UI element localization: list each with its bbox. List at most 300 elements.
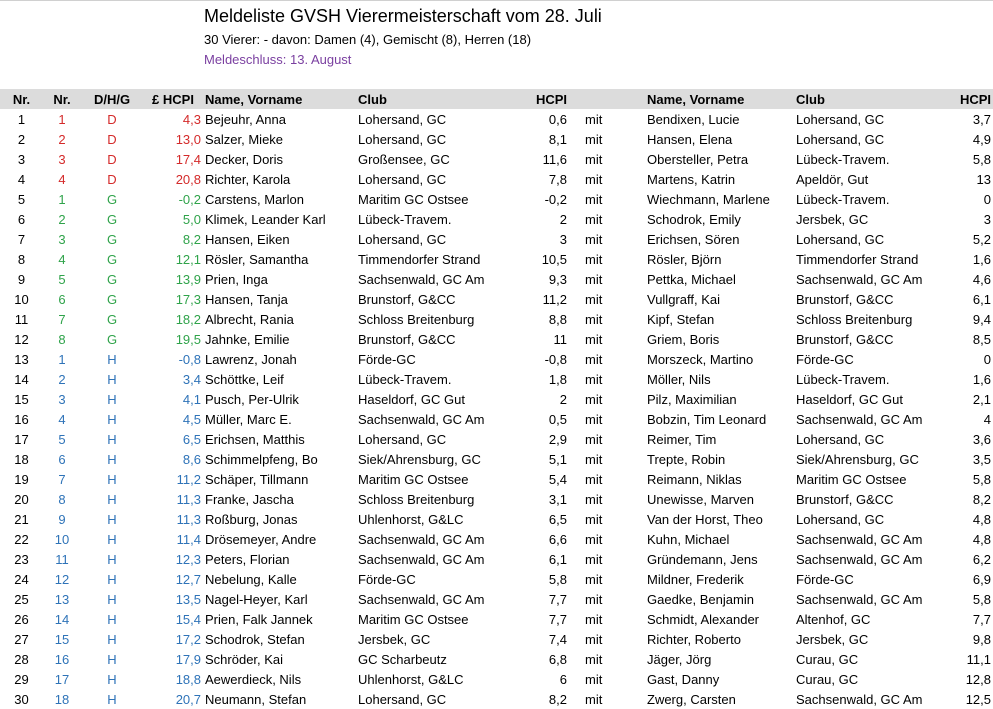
- cell-nr: 23: [14, 551, 29, 567]
- cell-hcpi-1: 7,7: [548, 611, 567, 627]
- cell-hcpi-1: 7,7: [548, 591, 567, 607]
- cell-nr: 14: [14, 371, 29, 387]
- cell-avg-hcpi: 4,1: [182, 391, 201, 407]
- cell-hcpi-1: 10,5: [541, 251, 567, 267]
- cell-name-2: Pilz, Maximilian: [647, 391, 737, 407]
- cell-category: G: [106, 291, 118, 307]
- table-row: [0, 549, 993, 569]
- cell-hcpi-1: 6,1: [548, 551, 567, 567]
- cell-avg-hcpi: 20,7: [175, 691, 201, 707]
- cell-avg-hcpi: 19,5: [175, 331, 201, 347]
- cell-club-1: Sachsenwald, GC Am: [358, 531, 485, 547]
- cell-hcpi-1: 11,2: [542, 291, 567, 307]
- cell-hcpi-2: 9,4: [972, 311, 991, 327]
- cell-club-1: Lübeck-Travem.: [358, 371, 452, 387]
- cell-club-1: Maritim GC Ostsee: [358, 611, 469, 627]
- cell-name-2: Pettka, Michael: [647, 271, 736, 287]
- cell-nr: 25: [14, 591, 29, 607]
- cell-club-2: Lübeck-Travem.: [796, 371, 890, 387]
- cell-hcpi-2: 13: [976, 171, 991, 187]
- cell-club-1: Lohersand, GC: [358, 691, 447, 707]
- cell-category-nr: 3: [58, 231, 66, 247]
- table-row: [0, 149, 993, 169]
- cell-category: H: [107, 551, 117, 567]
- cell-name-1: Richter, Karola: [205, 171, 291, 187]
- col-header-hcpi-2: HCPI: [959, 91, 991, 107]
- cell-club-2: Lohersand, GC: [796, 111, 885, 127]
- cell-category-nr: 8: [58, 491, 66, 507]
- cell-name-1: Decker, Doris: [205, 151, 284, 167]
- cell-nr: 1: [17, 111, 26, 127]
- cell-name-2: Jäger, Jörg: [647, 651, 712, 667]
- cell-hcpi-2: 8,5: [972, 331, 991, 347]
- table-row: [0, 229, 993, 249]
- cell-nr: 10: [14, 291, 29, 307]
- cell-category: H: [107, 611, 117, 627]
- cell-with: mit: [585, 111, 603, 127]
- cell-nr: 24: [14, 571, 29, 587]
- cell-club-1: Förde-GC: [358, 571, 416, 587]
- col-header-name-1: Name, Vorname: [205, 91, 303, 107]
- cell-name-1: Franke, Jascha: [205, 491, 294, 507]
- cell-with: mit: [585, 271, 603, 287]
- cell-with: mit: [585, 251, 603, 267]
- cell-avg-hcpi: 8,6: [182, 451, 201, 467]
- cell-club-2: Lübeck-Travem.: [796, 191, 890, 207]
- cell-club-2: Lohersand, GC: [796, 511, 885, 527]
- cell-club-1: Schloss Breitenburg: [358, 311, 475, 327]
- cell-with: mit: [585, 351, 603, 367]
- cell-nr: 29: [14, 671, 29, 687]
- cell-club-2: Curau, GC: [796, 671, 859, 687]
- cell-category: G: [106, 211, 118, 227]
- table-row: [0, 529, 993, 549]
- table-row: [0, 689, 993, 709]
- cell-club-2: Timmendorfer Strand: [796, 251, 919, 267]
- cell-club-2: Lübeck-Travem.: [796, 151, 890, 167]
- cell-hcpi-1: 0,5: [548, 411, 567, 427]
- cell-category: G: [106, 191, 118, 207]
- cell-hcpi-2: 12,8: [965, 671, 991, 687]
- cell-name-1: Nebelung, Kalle: [205, 571, 297, 587]
- cell-club-1: Uhlenhorst, G&LC: [358, 511, 464, 527]
- cell-with: mit: [585, 611, 603, 627]
- cell-hcpi-1: 2: [559, 211, 567, 227]
- cell-club-2: Sachsenwald, GC Am: [796, 531, 923, 547]
- cell-category: H: [107, 411, 117, 427]
- cell-club-2: Schloss Breitenburg: [796, 311, 913, 327]
- cell-name-1: Pusch, Per-Ulrik: [205, 391, 299, 407]
- cell-name-1: Nagel-Heyer, Karl: [205, 591, 308, 607]
- col-header-club-2: Club: [796, 91, 825, 107]
- page-title: Meldeliste GVSH Vierermeisterschaft vom 28. Juli: [204, 6, 602, 26]
- cell-with: mit: [585, 591, 603, 607]
- cell-club-1: Schloss Breitenburg: [358, 491, 475, 507]
- cell-category: G: [106, 231, 118, 247]
- cell-category: G: [106, 251, 118, 267]
- cell-hcpi-2: 4: [983, 411, 991, 427]
- cell-club-1: Maritim GC Ostsee: [358, 191, 469, 207]
- cell-name-2: Bobzin, Tim Leonard: [647, 411, 767, 427]
- cell-name-1: Schröder, Kai: [205, 651, 284, 667]
- cell-avg-hcpi: 17,3: [175, 291, 201, 307]
- cell-hcpi-1: 11: [553, 331, 567, 347]
- cell-category: H: [107, 651, 117, 667]
- cell-category-nr: 6: [58, 451, 66, 467]
- cell-nr: 6: [17, 211, 26, 227]
- cell-name-1: Lawrenz, Jonah: [205, 351, 297, 367]
- cell-name-1: Klimek, Leander Karl: [205, 211, 326, 227]
- cell-category-nr: 15: [54, 631, 70, 647]
- cell-avg-hcpi: -0,8: [178, 351, 201, 367]
- cell-name-2: Gaedke, Benjamin: [647, 591, 754, 607]
- table-row: [0, 649, 993, 669]
- table-row: [0, 589, 993, 609]
- cell-hcpi-2: 4,8: [972, 531, 991, 547]
- cell-nr: 4: [17, 171, 26, 187]
- cell-hcpi-2: 0: [983, 191, 991, 207]
- cell-club-2: Jersbek, GC: [796, 211, 869, 227]
- cell-with: mit: [585, 571, 603, 587]
- cell-with: mit: [585, 191, 603, 207]
- cell-nr: 5: [17, 191, 26, 207]
- cell-nr: 11: [14, 311, 29, 327]
- cell-hcpi-1: 5,8: [548, 571, 567, 587]
- cell-category: H: [107, 571, 117, 587]
- cell-name-1: Müller, Marc E.: [205, 411, 292, 427]
- cell-nr: 8: [17, 251, 26, 267]
- cell-nr: 26: [14, 611, 29, 627]
- cell-hcpi-2: 1,6: [972, 251, 991, 267]
- cell-avg-hcpi: 11,4: [176, 531, 201, 547]
- cell-name-2: Martens, Katrin: [647, 171, 736, 187]
- cell-avg-hcpi: 15,4: [175, 611, 201, 627]
- cell-name-2: Kipf, Stefan: [647, 311, 715, 327]
- cell-club-2: Förde-GC: [796, 351, 854, 367]
- col-header-hcpi-1: HCPI: [535, 91, 567, 107]
- cell-hcpi-2: 1,6: [972, 371, 991, 387]
- table-row: [0, 189, 993, 209]
- cell-avg-hcpi: 11,2: [176, 471, 201, 487]
- cell-category: H: [107, 531, 117, 547]
- cell-category: H: [107, 371, 117, 387]
- cell-club-1: GC Scharbeutz: [358, 651, 447, 667]
- cell-name-1: Drösemeyer, Andre: [205, 531, 317, 547]
- cell-club-1: Timmendorfer Strand: [358, 251, 481, 267]
- cell-club-1: Lohersand, GC: [358, 111, 447, 127]
- cell-category-nr: 7: [58, 311, 66, 327]
- cell-nr: 7: [17, 231, 26, 247]
- cell-category: G: [106, 311, 118, 327]
- cell-category-nr: 10: [54, 531, 70, 547]
- cell-name-1: Schöttke, Leif: [205, 371, 284, 387]
- cell-name-2: Vullgraff, Kai: [647, 291, 720, 307]
- cell-avg-hcpi: 3,4: [182, 371, 201, 387]
- table-row: [0, 129, 993, 149]
- cell-hcpi-2: 5,8: [972, 151, 991, 167]
- cell-category: H: [107, 591, 117, 607]
- cell-club-2: Maritim GC Ostsee: [796, 471, 907, 487]
- cell-club-1: Großensee, GC: [358, 151, 450, 167]
- cell-hcpi-2: 6,2: [972, 551, 991, 567]
- cell-category: H: [107, 491, 117, 507]
- table-row: [0, 669, 993, 689]
- cell-hcpi-1: 1,8: [548, 371, 567, 387]
- cell-category: D: [107, 131, 117, 147]
- cell-nr: 28: [14, 651, 29, 667]
- table-row: [0, 509, 993, 529]
- cell-avg-hcpi: -0,2: [178, 191, 201, 207]
- table-header-row: [0, 89, 993, 109]
- cell-avg-hcpi: 17,4: [175, 151, 201, 167]
- cell-category: H: [107, 471, 117, 487]
- cell-category-nr: 3: [58, 391, 66, 407]
- cell-nr: 19: [14, 471, 29, 487]
- cell-hcpi-2: 7,7: [972, 611, 991, 627]
- cell-name-2: Trepte, Robin: [647, 451, 726, 467]
- cell-name-1: Schäper, Tillmann: [205, 471, 309, 487]
- cell-club-2: Curau, GC: [796, 651, 859, 667]
- cell-avg-hcpi: 18,8: [175, 671, 201, 687]
- cell-category-nr: 11: [55, 551, 69, 567]
- cell-with: mit: [585, 631, 603, 647]
- table-row: [0, 609, 993, 629]
- table-row: [0, 389, 993, 409]
- cell-club-2: Sachsenwald, GC Am: [796, 271, 923, 287]
- cell-category-nr: 14: [54, 611, 70, 627]
- cell-with: mit: [585, 311, 603, 327]
- cell-avg-hcpi: 17,9: [175, 651, 201, 667]
- cell-avg-hcpi: 17,2: [175, 631, 201, 647]
- cell-category: H: [107, 391, 117, 407]
- cell-category: H: [107, 451, 117, 467]
- cell-with: mit: [585, 231, 603, 247]
- cell-name-1: Schimmelpfeng, Bo: [205, 451, 318, 467]
- cell-nr: 21: [14, 511, 29, 527]
- cell-name-1: Carstens, Marlon: [205, 191, 304, 207]
- cell-club-1: Lohersand, GC: [358, 131, 447, 147]
- cell-name-1: Hansen, Eiken: [205, 231, 290, 247]
- cell-category-nr: 1: [58, 191, 66, 207]
- table-row: [0, 309, 993, 329]
- cell-club-1: Brunstorf, G&CC: [358, 331, 456, 347]
- cell-avg-hcpi: 18,2: [175, 311, 201, 327]
- cell-with: mit: [585, 551, 603, 567]
- cell-name-1: Prien, Inga: [205, 271, 268, 287]
- cell-name-1: Jahnke, Emilie: [205, 331, 290, 347]
- sheet-header: [204, 6, 602, 68]
- table-row: [0, 109, 993, 129]
- table-row: [0, 449, 993, 469]
- cell-name-2: Morszeck, Martino: [647, 351, 754, 367]
- cell-avg-hcpi: 6,5: [182, 431, 201, 447]
- cell-category: H: [107, 511, 117, 527]
- cell-club-2: Lohersand, GC: [796, 431, 885, 447]
- table-row: [0, 429, 993, 449]
- cell-club-2: Brunstorf, G&CC: [796, 491, 894, 507]
- table-row: [0, 169, 993, 189]
- cell-name-1: Aewerdieck, Nils: [205, 671, 302, 687]
- cell-club-2: Lohersand, GC: [796, 231, 885, 247]
- table-body: [0, 109, 993, 709]
- col-header-category: D/H/G: [93, 91, 131, 107]
- cell-category-nr: 2: [58, 371, 66, 387]
- cell-club-2: Brunstorf, G&CC: [796, 331, 894, 347]
- cell-category: H: [107, 691, 117, 707]
- table-row: [0, 489, 993, 509]
- cell-club-1: Lohersand, GC: [358, 171, 447, 187]
- cell-hcpi-1: 2,9: [548, 431, 567, 447]
- table-row: [0, 269, 993, 289]
- table-row: [0, 289, 993, 309]
- cell-club-2: Sachsenwald, GC Am: [796, 591, 923, 607]
- cell-hcpi-2: 12,5: [965, 691, 991, 707]
- cell-club-1: Brunstorf, G&CC: [358, 291, 456, 307]
- cell-with: mit: [585, 371, 603, 387]
- cell-hcpi-2: 4,9: [972, 131, 991, 147]
- cell-club-1: Sachsenwald, GC Am: [358, 591, 485, 607]
- cell-name-1: Erichsen, Matthis: [205, 431, 305, 447]
- cell-category-nr: 3: [58, 151, 66, 167]
- cell-avg-hcpi: 11,3: [176, 511, 201, 527]
- cell-with: mit: [585, 211, 603, 227]
- cell-hcpi-1: 5,1: [548, 451, 567, 467]
- cell-avg-hcpi: 4,5: [182, 411, 201, 427]
- cell-club-1: Maritim GC Ostsee: [358, 471, 469, 487]
- cell-avg-hcpi: 13,0: [175, 131, 201, 147]
- cell-category: G: [106, 331, 118, 347]
- registration-table: [0, 89, 993, 709]
- cell-nr: 30: [14, 691, 29, 707]
- cell-category-nr: 4: [58, 251, 66, 267]
- cell-category-nr: 7: [58, 471, 66, 487]
- cell-hcpi-1: 8,2: [548, 691, 567, 707]
- cell-name-2: Kuhn, Michael: [647, 531, 730, 547]
- cell-with: mit: [585, 431, 603, 447]
- cell-hcpi-1: 3,1: [548, 491, 567, 507]
- cell-category-nr: 8: [58, 331, 66, 347]
- cell-hcpi-1: 3: [559, 231, 567, 247]
- cell-category-nr: 12: [54, 571, 70, 587]
- cell-hcpi-2: 2,1: [972, 391, 991, 407]
- cell-club-1: Jersbek, GC: [358, 631, 431, 647]
- table-row: [0, 409, 993, 429]
- cell-category: H: [107, 631, 117, 647]
- cell-club-1: Sachsenwald, GC Am: [358, 551, 485, 567]
- table-row: [0, 249, 993, 269]
- cell-hcpi-1: 6,8: [548, 651, 567, 667]
- cell-club-2: Siek/Ahrensburg, GC: [796, 451, 919, 467]
- cell-name-1: Peters, Florian: [205, 551, 290, 567]
- cell-name-2: Schodrok, Emily: [647, 211, 741, 227]
- top-border: [0, 0, 993, 1]
- cell-hcpi-1: 6,5: [548, 511, 567, 527]
- cell-with: mit: [585, 471, 603, 487]
- cell-category-nr: 18: [54, 691, 70, 707]
- cell-name-1: Prien, Falk Jannek: [205, 611, 313, 627]
- cell-hcpi-2: 3,7: [972, 111, 991, 127]
- table-row: [0, 569, 993, 589]
- cell-name-2: Möller, Nils: [647, 371, 711, 387]
- cell-hcpi-1: 9,3: [548, 271, 567, 287]
- cell-club-1: Sachsenwald, GC Am: [358, 411, 485, 427]
- cell-avg-hcpi: 11,3: [176, 491, 201, 507]
- cell-category-nr: 9: [58, 511, 66, 527]
- cell-name-2: Rösler, Björn: [647, 251, 722, 267]
- cell-name-2: Van der Horst, Theo: [647, 511, 763, 527]
- cell-hcpi-2: 11,1: [966, 651, 991, 667]
- cell-nr: 12: [14, 331, 29, 347]
- cell-avg-hcpi: 4,3: [182, 111, 201, 127]
- cell-category-nr: 4: [58, 411, 66, 427]
- cell-name-1: Schodrok, Stefan: [205, 631, 305, 647]
- cell-name-2: Zwerg, Carsten: [647, 691, 736, 707]
- cell-nr: 13: [14, 351, 29, 367]
- table-row: [0, 629, 993, 649]
- cell-hcpi-2: 3,5: [972, 451, 991, 467]
- cell-category-nr: 2: [58, 211, 66, 227]
- cell-hcpi-1: 11,6: [542, 151, 567, 167]
- cell-hcpi-1: -0,8: [544, 351, 567, 367]
- cell-category: G: [106, 271, 118, 287]
- cell-hcpi-2: 6,1: [972, 291, 991, 307]
- cell-category-nr: 16: [54, 651, 70, 667]
- cell-hcpi-1: 0,6: [548, 111, 567, 127]
- cell-club-2: Haseldorf, GC Gut: [796, 391, 903, 407]
- cell-hcpi-1: 8,8: [548, 311, 567, 327]
- cell-nr: 16: [14, 411, 29, 427]
- cell-avg-hcpi: 12,1: [175, 251, 201, 267]
- cell-category: H: [107, 351, 117, 367]
- cell-with: mit: [585, 411, 603, 427]
- cell-category-nr: 5: [58, 271, 66, 287]
- cell-name-1: Albrecht, Rania: [205, 311, 294, 327]
- cell-avg-hcpi: 13,9: [175, 271, 201, 287]
- cell-avg-hcpi: 20,8: [175, 171, 201, 187]
- cell-avg-hcpi: 12,7: [175, 571, 201, 587]
- cell-avg-hcpi: 13,5: [175, 591, 201, 607]
- cell-name-1: Hansen, Tanja: [205, 291, 288, 307]
- cell-category-nr: 6: [58, 291, 66, 307]
- cell-avg-hcpi: 5,0: [182, 211, 201, 227]
- cell-hcpi-1: 7,4: [548, 631, 567, 647]
- cell-category: H: [107, 431, 117, 447]
- cell-hcpi-2: 5,2: [972, 231, 991, 247]
- table-row: [0, 209, 993, 229]
- cell-avg-hcpi: 12,3: [175, 551, 201, 567]
- cell-club-1: Förde-GC: [358, 351, 416, 367]
- table-row: [0, 329, 993, 349]
- cell-hcpi-1: 2: [559, 391, 567, 407]
- cell-nr: 2: [17, 131, 26, 147]
- cell-nr: 15: [14, 391, 29, 407]
- cell-with: mit: [585, 451, 603, 467]
- cell-club-2: Apeldör, Gut: [796, 171, 869, 187]
- cell-hcpi-2: 4,6: [972, 271, 991, 287]
- cell-category-nr: 1: [58, 351, 66, 367]
- cell-with: mit: [585, 671, 603, 687]
- cell-category: D: [107, 151, 117, 167]
- cell-club-2: Sachsenwald, GC Am: [796, 411, 923, 427]
- cell-category-nr: 17: [54, 671, 70, 687]
- cell-name-2: Richter, Roberto: [647, 631, 741, 647]
- cell-club-1: Sachsenwald, GC Am: [358, 271, 485, 287]
- cell-hcpi-2: 5,8: [972, 591, 991, 607]
- table-row: [0, 349, 993, 369]
- col-header-with: [569, 89, 645, 109]
- cell-with: mit: [585, 171, 603, 187]
- col-header-nr: Nr.: [12, 91, 31, 107]
